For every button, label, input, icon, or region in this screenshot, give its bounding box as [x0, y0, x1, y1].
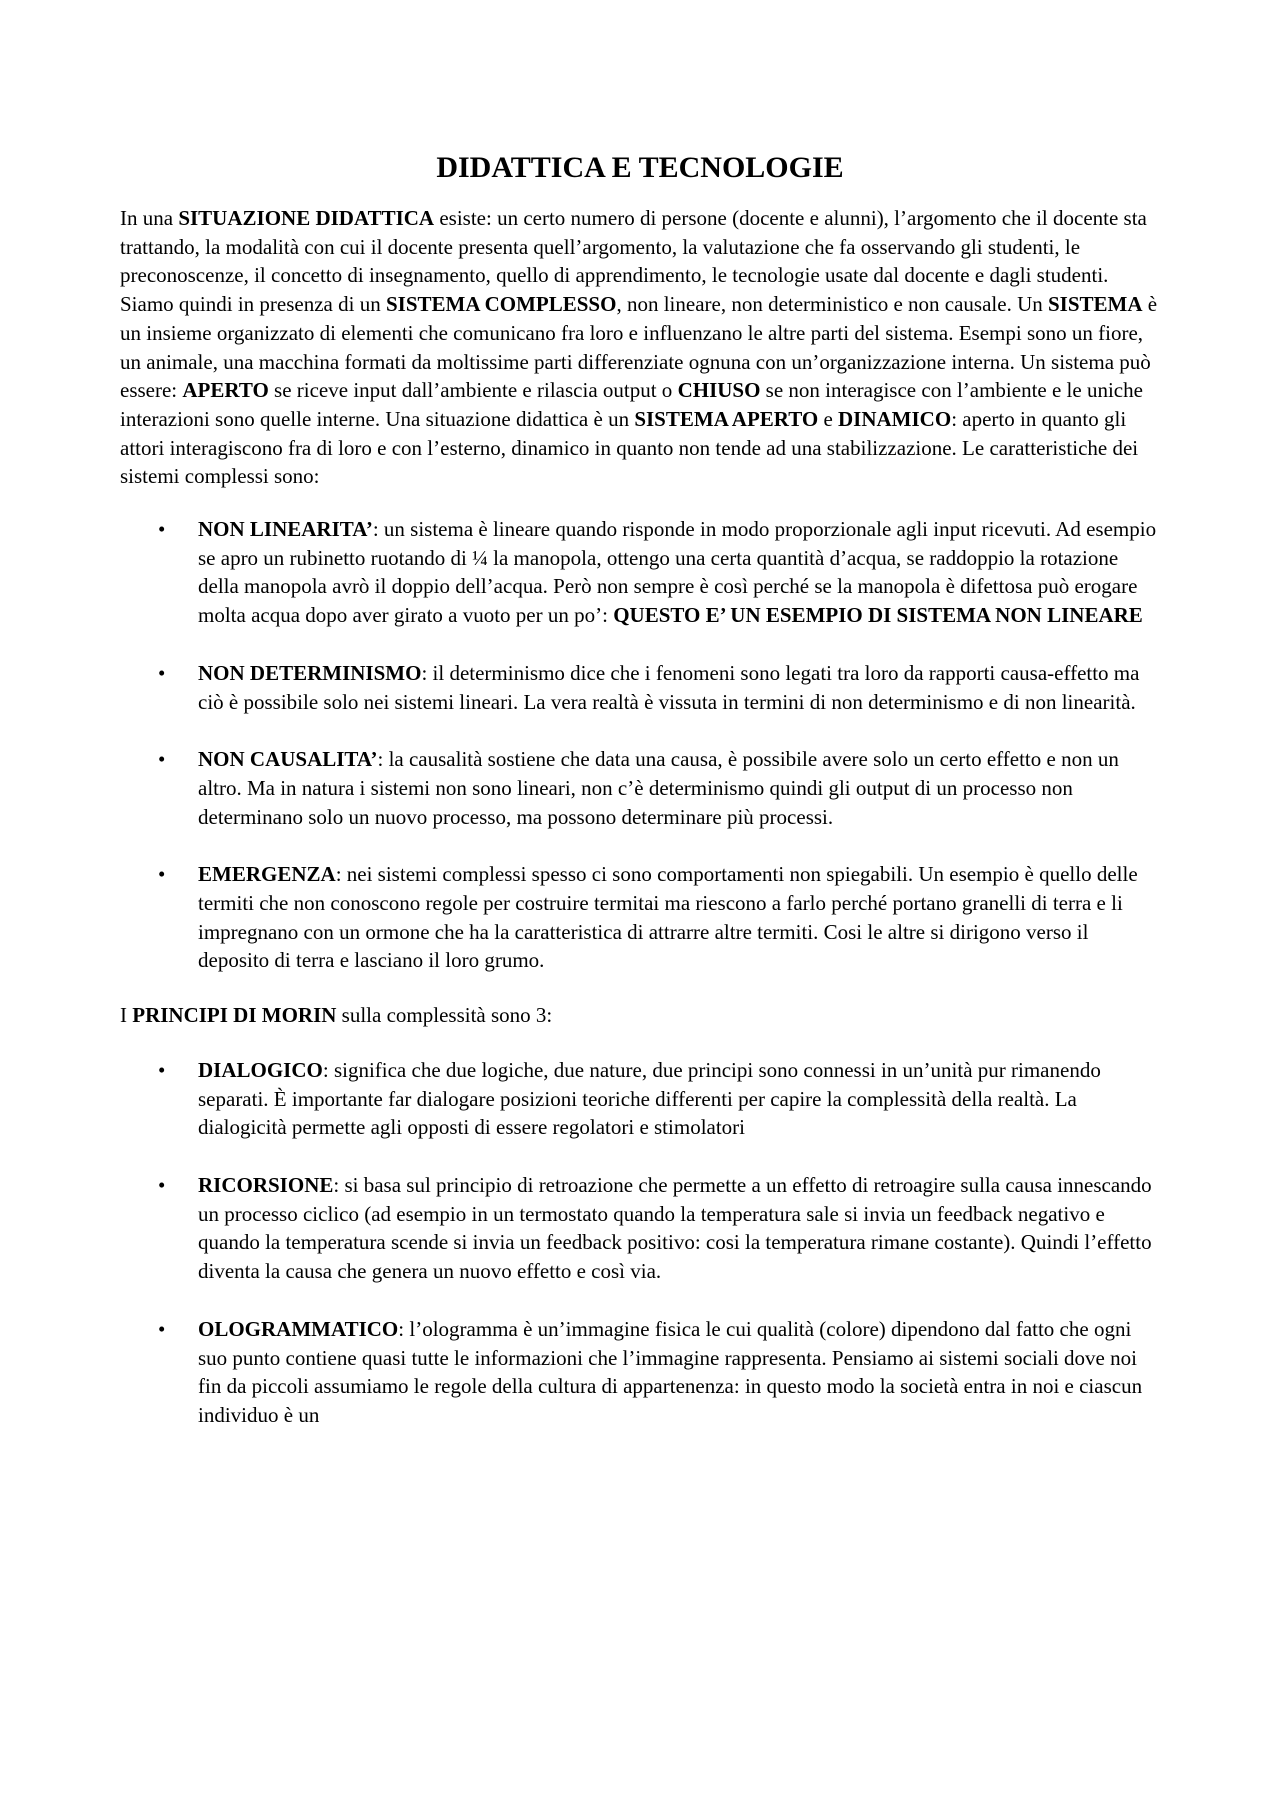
list-item-term: NON CAUSALITA’ [198, 747, 378, 772]
list-item-text: : significa che due logiche, due nature, due principi sono connessi in un’unità pur rimanendo separati. È importante far dialogare posizioni teoriche differenti per capire la complessità della realtà. La dialogicità permette agli opposti di essere regolatori e stimolatori [198, 1057, 1101, 1140]
bullet-icon: • [158, 1316, 166, 1341]
list-item-text: : si basa sul principio di retroazione che permette a un effetto di retroagire sulla causa innescando un processo ciclico (ad esempio in un termostato quando la temperatura sale si invia un feedback negativo e quando la temperatura scende si invia un feedback positivo: cosi la temperatura rimane costante). Quindi l’effetto diventa la causa che genera un nuovo effetto e così via. [198, 1172, 1152, 1284]
intro-text-run: è un insieme organizzato di elementi che comunicano fra loro e influenzano le altre parti del sistema. Esempi sono un fiore, un animale, una macchina formati da moltissime parti differenziate ognuna con un’organizzazione interna. Un sistema può essere: [120, 292, 1158, 403]
bullet-icon: • [158, 862, 166, 887]
bullet-icon: • [158, 1057, 166, 1082]
intro-strong-term: SISTEMA [1048, 292, 1143, 317]
list-item-term: NON LINEARITA’ [198, 517, 373, 542]
intro-text-run: In una [120, 206, 179, 230]
list-item-term: RICORSIONE [198, 1172, 334, 1197]
intro-strong-term: SISTEMA APERTO [634, 406, 819, 431]
intro-text-run: e [818, 406, 839, 431]
intro-text-run: esiste: un certo numero di persone (docente e alunni), l’argomento che il docente sta trattando, la modalità con cui il docente presenta quell’argomento, la valutazione che fa osservando gli studenti, le preconoscenze, il concetto di insegnamento, quello di apprendimento, le tecnologie usate dal docente e dagli studenti. Siamo quindi in presenza di un [120, 206, 1147, 317]
list-item-term: EMERGENZA [198, 862, 336, 887]
bullet-icon: • [158, 517, 166, 542]
morin-intro-pre: I [120, 1003, 133, 1028]
intro-strong-term: CHIUSO [677, 378, 761, 403]
principle-item [120, 1056, 1160, 1142]
intro-text-run: , non lineare, non deterministico e non causale. Un [616, 292, 1048, 317]
bullet-icon: • [158, 660, 166, 685]
list-item-term: DIALOGICO [198, 1057, 323, 1082]
characteristic-item [120, 745, 1160, 831]
intro-strong-term: DINAMICO [838, 406, 952, 431]
document-page [120, 150, 1160, 1459]
intro-strong-term: SISTEMA COMPLESSO [385, 292, 617, 317]
list-item-text: : la causalità sostiene che data una causa, è possibile avere solo un certo effetto e non un altro. Ma in natura i sistemi non sono lineari, non c’è determinismo quindi gli output di un processo non determinano solo un nuovo processo, ma possono determinare più processi. [198, 747, 1119, 829]
principle-item [120, 1171, 1160, 1286]
characteristic-item [120, 515, 1160, 630]
characteristics-list [120, 515, 1160, 975]
morin-intro-strong: PRINCIPI DI MORIN [132, 1003, 337, 1028]
principle-item [120, 1315, 1160, 1430]
morin-intro-paragraph [120, 1001, 1160, 1030]
intro-strong-term: SITUAZIONE DIDATTICA [178, 206, 435, 230]
characteristic-item [120, 860, 1160, 975]
bullet-icon: • [158, 747, 166, 772]
page-title: DIDATTICA E TECNOLOGIE [436, 151, 844, 184]
intro-text-run: se non interagisce con l’ambiente e le uniche interazioni sono quelle interne. Una situazione didattica è un [120, 378, 1143, 431]
intro-text-run: : aperto in quanto gli attori interagiscono fra di loro e con l’esterno, dinamico in quanto non tende ad una stabilizzazione. Le caratteristiche dei sistemi complessi sono: [120, 406, 1139, 489]
characteristic-item [120, 659, 1160, 716]
list-item-text: : un sistema è lineare quando risponde in modo proporzionale agli input ricevuti. Ad esempio se apro un rubinetto ruotando di ¼ la manopola, ottengo una certa quantità d’acqua, se raddoppio la rotazione della manopola avrò il doppio dell’acqua. Però non sempre è così perché se la manopola è difettosa può erogare molta acqua dopo aver girato a vuoto per un po’: [198, 517, 1157, 628]
list-item-text: : l’ologramma è un’immagine fisica le cui qualità (colore) dipendono dal fatto che ogni suo punto contiene quasi tutte le informazioni che l’immagine rappresenta. Pensiamo ai sistemi sociali dove noi fin da piccoli assumiamo le regole della cultura di appartenenza: in questo modo la società entra in noi e ciascun individuo è un [198, 1316, 1143, 1427]
bullet-icon: • [158, 1172, 166, 1197]
morin-intro-post: sulla complessità sono 3: [336, 1003, 553, 1028]
intro-text-run: se riceve input dall’ambiente e rilascia output o [268, 378, 678, 403]
intro-strong-term: APERTO [182, 378, 269, 403]
principles-list [120, 1056, 1160, 1430]
list-item-text: : il determinismo dice che i fenomeni sono legati tra loro da rapporti causa-effetto ma ciò è possibile solo nei sistemi lineari. La vera realtà è vissuta in termini di non determinismo e di non linearità. [198, 660, 1140, 714]
intro-paragraph [120, 204, 1160, 491]
list-item-term: NON DETERMINISMO [198, 660, 422, 685]
list-item-emphasis: QUESTO E’ UN ESEMPIO DI SISTEMA NON LINEARE [613, 603, 1143, 628]
list-item-term: OLOGRAMMATICO [198, 1316, 399, 1341]
list-item-text: : nei sistemi complessi spesso ci sono comportamenti non spiegabili. Un esempio è quello delle termiti che non conoscono regole per costruire termitai ma riescono a farlo perché portano granelli di terra e li impregnano con un ormone che ha la caratteristica di attrarre altre termiti. Cosi le altre si dirigono verso il deposito di terra e lasciano il loro grumo. [198, 862, 1138, 973]
